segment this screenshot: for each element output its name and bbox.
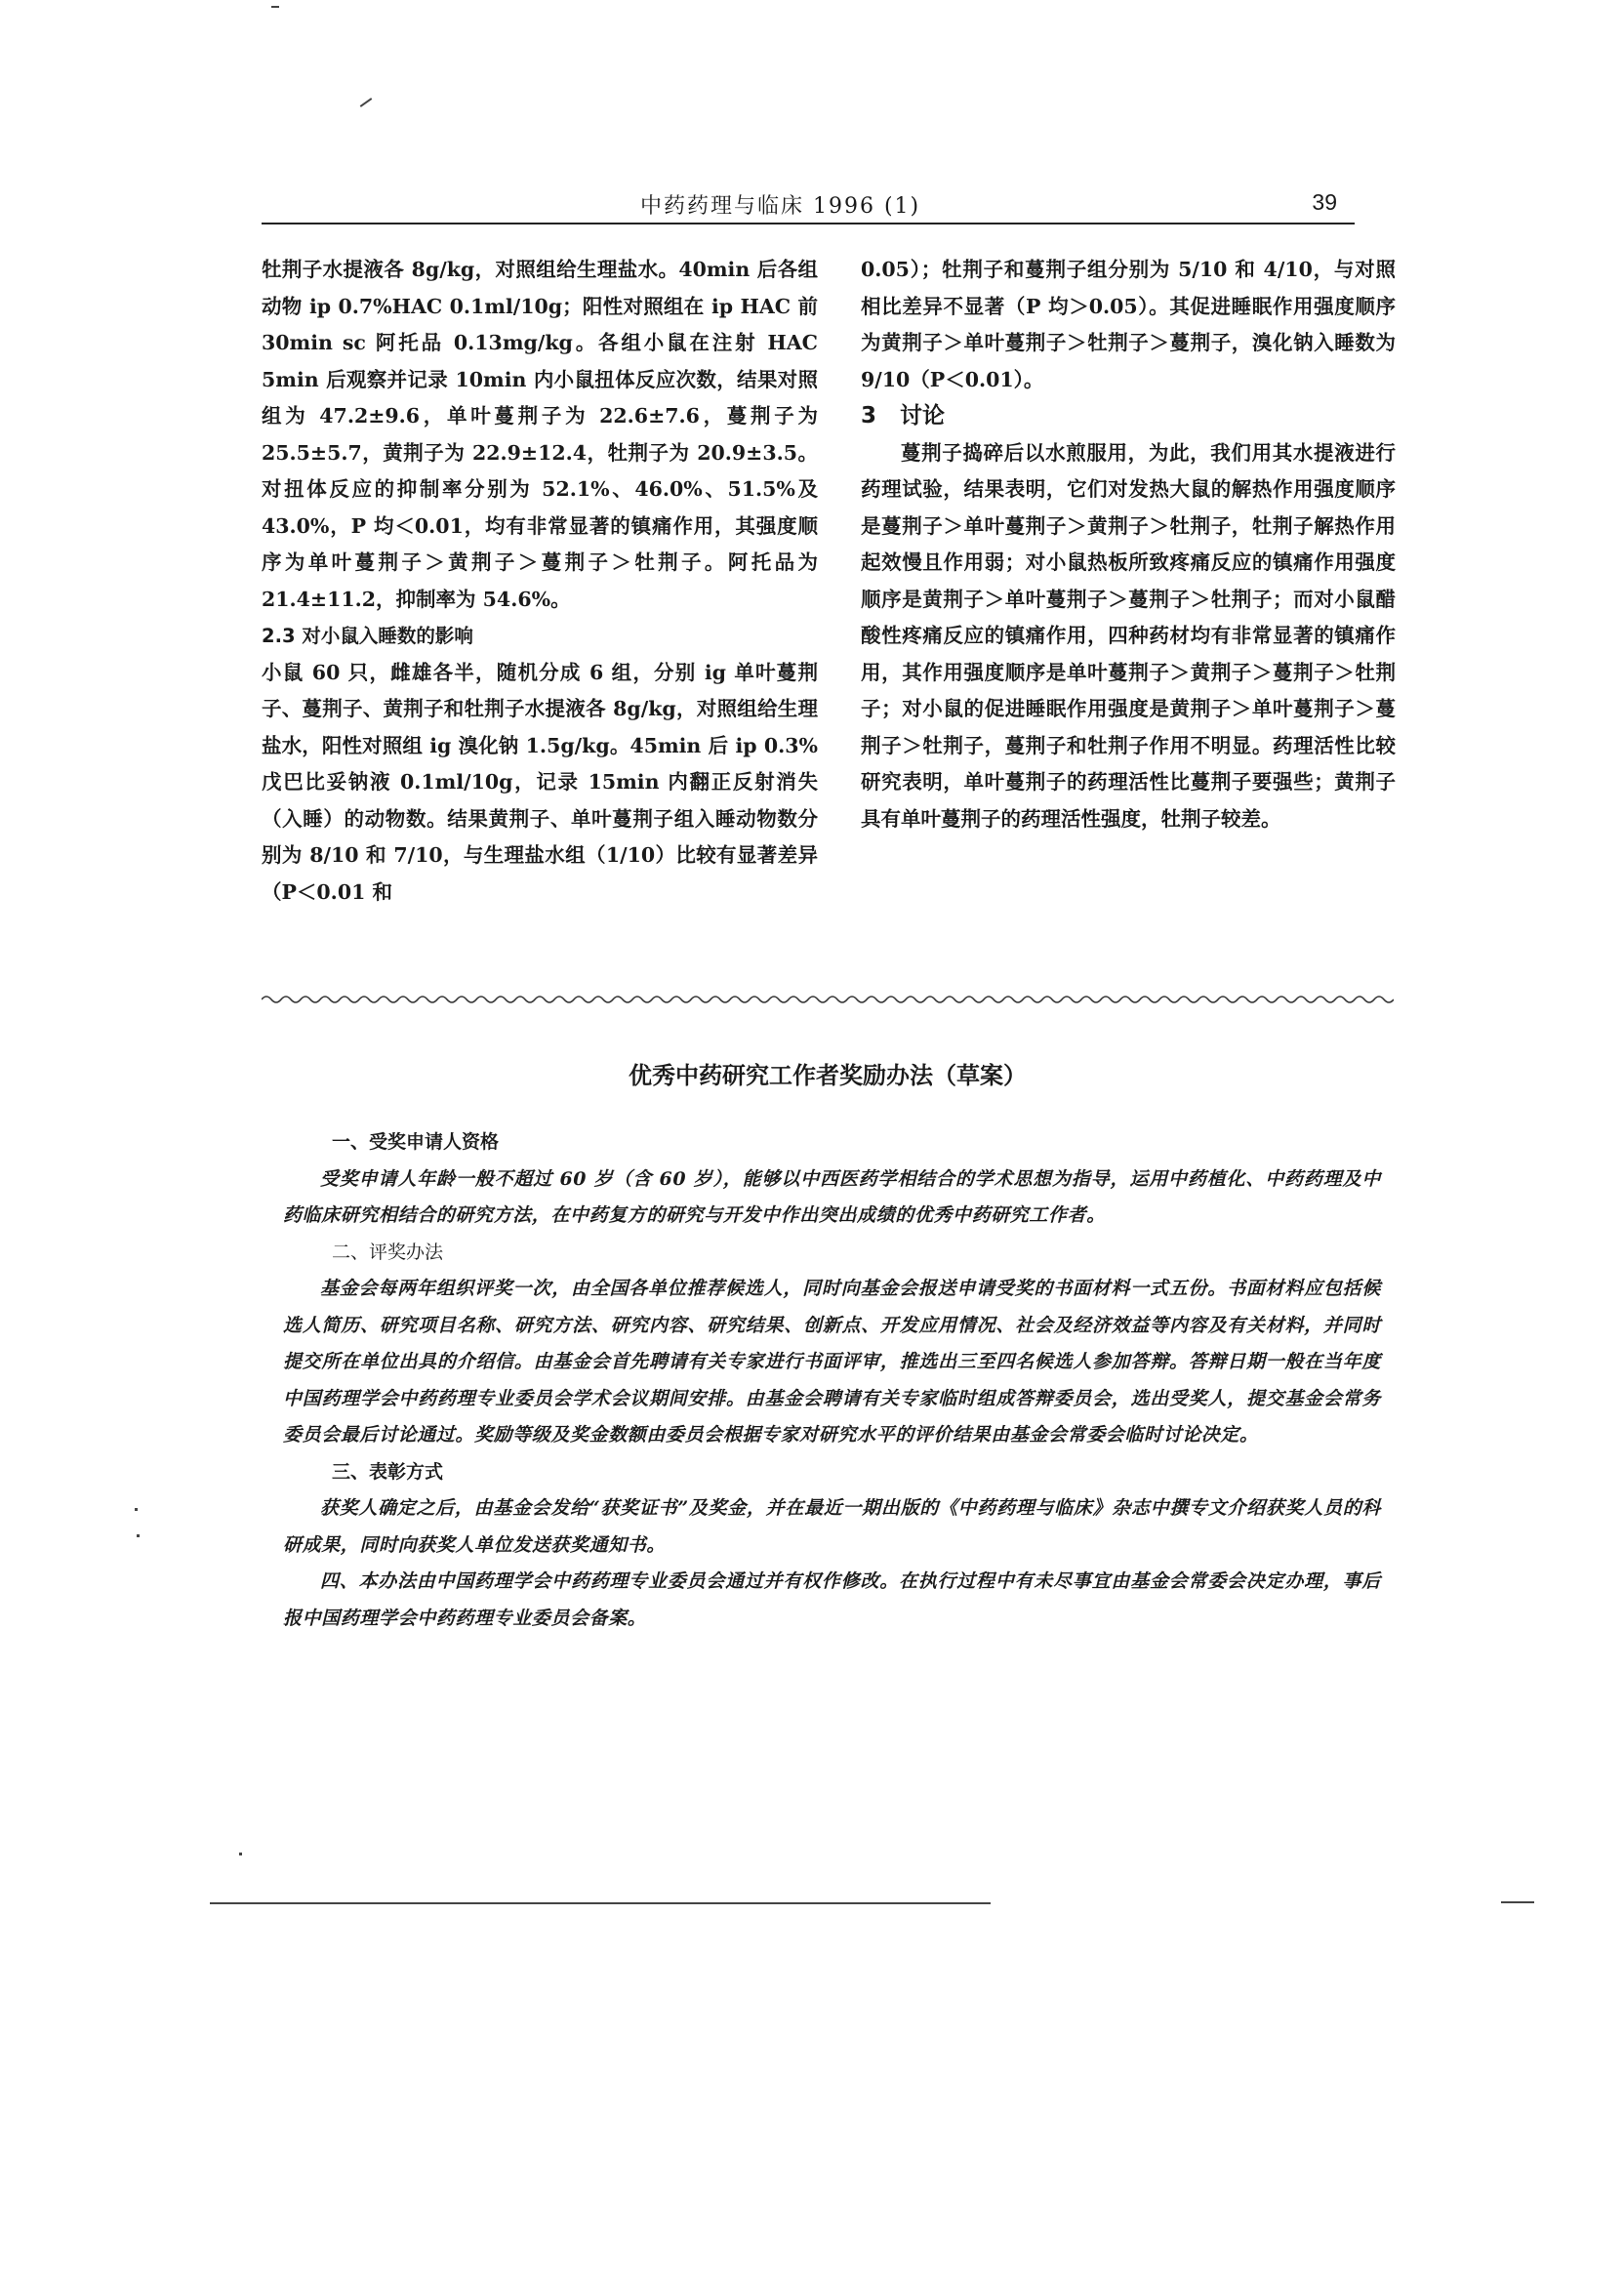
wavy-separator: [262, 994, 1394, 1005]
left-paragraph-1: 牡荆子水提液各 8g/kg，对照组给生理盐水。40min 后各组动物 ip 0.7%HAC 0.1ml/10g；阳性对照组在 ip HAC 前 30min sc 阿托品 0.13mg/kg。各组小鼠在注射 HAC 5min 后观察并记录 10min 内小鼠扭体反应次数，结果对照组为 47.2±9.6，单叶蔓荆子为 22.6±7.6，蔓荆子为 25.5±5.7，黄荆子为 22.9±12.4，牡荆子为 20.9±3.5。对扭体反应的抑制率分别为 52.1%、46.0%、51.5%及 43.0%，P 均＜0.01，均有非常显著的镇痛作用，其强度顺序为单叶蔓荆子＞黄荆子＞蔓荆子＞牡荆子。阿托品为 21.4±11.2，抑制率为 54.6%。: [262, 258, 818, 611]
notice-body: [283, 1124, 1381, 1637]
left-paragraph-2: 小鼠 60 只，雌雄各半，随机分成 6 组，分别 ig 单叶蔓荆子、蔓荆子、黄荆子和牡荆子水提液各 8g/kg，对照组给生理盐水，阳性对照组 ig 溴化钠 1.5g/kg。45min 后 ip 0.3%戊巴比妥钠液 0.1ml/10g，记录 15min 内翻正反射消失（入睡）的动物数。结果黄荆子、单叶蔓荆子组入睡动物数分别为 8/10 和 7/10，与生理盐水组（1/10）比较有显著差异（P＜0.01 和: [262, 660, 818, 904]
scan-mark-top: [271, 6, 279, 8]
subsection-heading: 2.3 对小鼠入睡数的影响: [262, 625, 473, 647]
notice-section-1-text: 受奖申请人年龄一般不超过 60 岁（含 60 岁），能够以中西医药学相结合的学术思想为指导，运用中药植化、中药药理及中药临床研究相结合的研究方法，在中药复方的研究与开发中作出突出成绩的优秀中药研究工作者。: [283, 1167, 1381, 1226]
section-heading: [861, 398, 1396, 435]
notice-section-2-text: 基金会每两年组织评奖一次，由全国各单位推荐候选人，同时向基金会报送申请受奖的书面材料一式五份。书面材料应包括候选人简历、研究项目名称、研究方法、研究内容、研究结果、创新点、开发应用情况、社会及经济效益等内容及有关材料，并同时提交所在单位出具的介绍信。由基金会首先聘请有关专家进行书面评审，推选出三至四名候选人参加答辩。答辩日期一般在当年度中国药理学会中药药理专业委员会学术会议期间安排。由基金会聘请有关专家临时组成答辩委员会，选出受奖人，提交基金会常务委员会最后讨论通过。奖励等级及奖金数额由委员会根据专家对研究水平的评价结果由基金会常委会临时讨论决定。: [283, 1278, 1381, 1446]
scan-mark-slash: [360, 98, 373, 107]
page-number: 39: [1312, 189, 1337, 215]
notice-section-4-text: 四、本办法由中国药理学会中药药理专业委员会通过并有权作修改。在执行过程中有未尽事宜由基金会常委会决定办理，事后报中国药理学会中药药理专业委员会备案。: [283, 1570, 1381, 1629]
scan-mark-bottom-right: [1501, 1901, 1534, 1903]
header-rule: [262, 223, 1355, 224]
notice-section-2-heading: 二、评奖办法: [332, 1241, 444, 1263]
running-header: [262, 183, 1355, 226]
scan-mark-dot-2: [137, 1534, 140, 1537]
journal-title: 中药药理与临床 1996 (1): [640, 194, 921, 219]
notice-section-3-heading: 三、表彰方式: [332, 1460, 444, 1483]
scan-mark-dot-1: [135, 1508, 138, 1511]
notice-title: 优秀中药研究工作者奖励办法（草案）: [629, 1062, 1027, 1089]
discussion-paragraph: 蔓荆子捣碎后以水煎服用，为此，我们用其水提液进行药理试验，结果表明，它们对发热大鼠的解热作用强度顺序是蔓荆子＞单叶蔓荆子＞黄荆子＞牡荆子，牡荆子解热作用起效慢且作用弱；对小鼠热板所致疼痛反应的镇痛作用强度顺序是黄荆子＞单叶蔓荆子＞蔓荆子＞牡荆子；而对小鼠醋酸性疼痛反应的镇痛作用，四种药材均有非常显著的镇痛作用，其作用强度顺序是单叶蔓荆子＞黄荆子＞蔓荆子＞牡荆子；对小鼠的促进睡眠作用强度是黄荆子＞单叶蔓荆子＞蔓荆子＞牡荆子，蔓荆子和牡荆子作用不明显。药理活性比较研究表明，单叶蔓荆子的药理活性比蔓荆子要强些；黄荆子具有单叶蔓荆子的药理活性强度，牡荆子较差。: [861, 440, 1396, 831]
notice-section-3-text: 获奖人确定之后，由基金会发给“获奖证书”及奖金，并在最近一期出版的《中药药理与临床》杂志中撰专文介绍获奖人员的科研成果，同时向获奖人单位发送获奖通知书。: [283, 1497, 1381, 1556]
section-number: 3: [861, 403, 877, 428]
scan-mark-dot-3: [239, 1853, 242, 1855]
section-title: 讨论: [900, 403, 945, 428]
notice-section-1-heading: 一、受奖申请人资格: [332, 1131, 500, 1153]
right-paragraph-1: 0.05）；牡荆子和蔓荆子组分别为 5/10 和 4/10，与对照相比差异不显著（P 均＞0.05）。其促进睡眠作用强度顺序为黄荆子＞单叶蔓荆子＞牡荆子＞蔓荆子，溴化钠入睡数为 9/10（P＜0.01）。: [861, 258, 1396, 391]
scan-mark-bottom-line: [210, 1902, 991, 1904]
right-column: [861, 252, 1396, 837]
left-column: [262, 252, 818, 911]
